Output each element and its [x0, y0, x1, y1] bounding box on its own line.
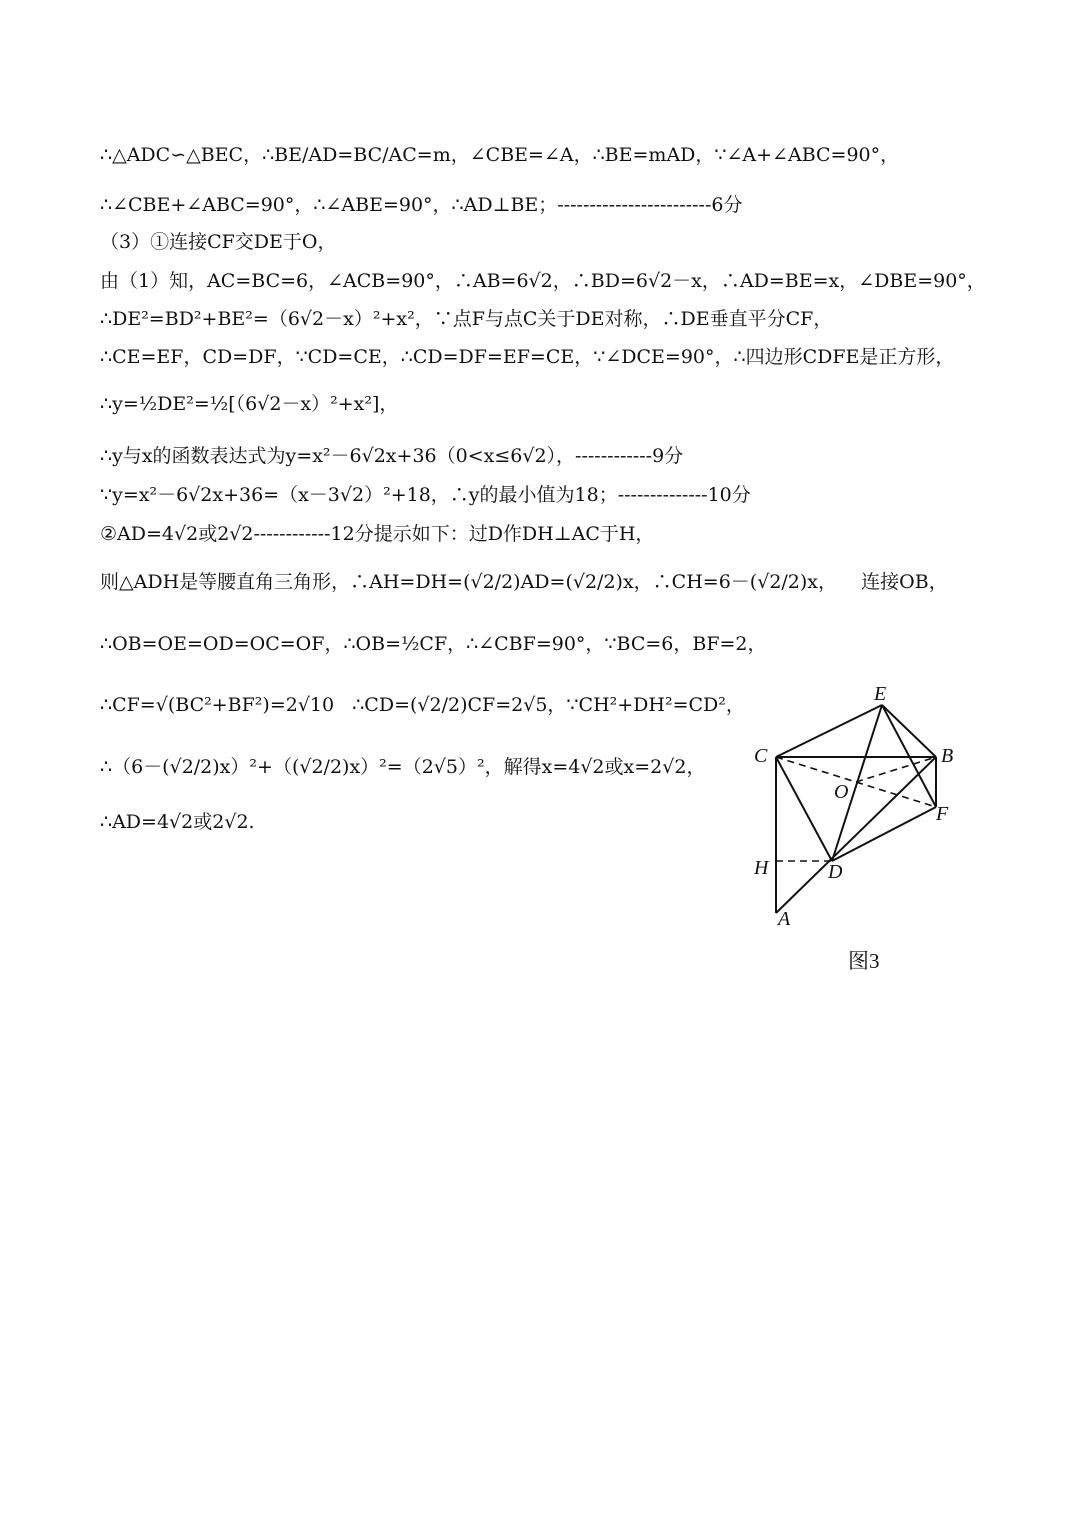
- label-E: E: [874, 683, 887, 705]
- solution-line-15: [100, 808, 740, 836]
- text: ∴DE²=BD²+BE²=（6√2－x）²+x²，∵点F与点C关于DE对称，∴DE垂直平分CF，: [100, 308, 833, 330]
- segment-CE: [776, 705, 882, 757]
- text: ∴y=½DE²=½[（6√2－x）²+x²]，: [100, 393, 399, 415]
- solution-line-10: [100, 520, 1000, 548]
- label-H: H: [754, 857, 769, 879]
- text: ∵y=x²－6√2x+36=（x－3√2）²+18，∴y的最小值为18；--------------10分: [100, 484, 751, 506]
- text: ∴（6－(√2/2)x）²+（(√2/2)x）²=（2√5）²，解得x=4√2或x=2√2，: [100, 756, 706, 778]
- text: （3）①连接CF交DE于O，: [100, 231, 337, 253]
- segment-EB: [882, 705, 936, 757]
- solution-line-8: [100, 442, 1000, 470]
- label-C: C: [754, 745, 768, 767]
- solution-line-14: [100, 753, 740, 781]
- solution-line-5: [100, 305, 1000, 333]
- solution-line-6: [100, 343, 1000, 371]
- solution-line-2: [100, 191, 1000, 219]
- figure-caption: 图3: [848, 949, 880, 973]
- solution-line-3: [100, 228, 1000, 256]
- label-F: F: [936, 803, 949, 825]
- text: ∴∠CBE+∠ABC=90°，∴∠ABE=90°，∴AD⊥BE；------------------------6分: [100, 194, 743, 216]
- label-A: A: [778, 908, 791, 930]
- label-D: D: [828, 861, 843, 883]
- text: ∴OB=OE=OD=OC=OF，∴OB=½CF，∴∠CBF=90°，∵BC=6，BF=2，: [100, 633, 767, 655]
- solution-line-1: [100, 141, 1000, 169]
- geometry-figure: [740, 675, 1000, 985]
- text: ∴AD=4√2或2√2.: [100, 811, 255, 833]
- solution-line-7: [100, 390, 1000, 418]
- solution-line-12: [100, 630, 1000, 658]
- text: 则△ADH是等腰直角三角形，∴AH=DH=(√2/2)AD=(√2/2)x，∴CH=6－(√2/2)x， 连接OB，: [100, 571, 948, 593]
- text: ∴CF=√(BC²+BF²)=2√10 ∴CD=(√2/2)CF=2√5，∵CH²+DH²=CD²，: [100, 694, 745, 716]
- label-O: O: [834, 781, 849, 803]
- segment-AB: [776, 757, 936, 913]
- solution-line-11: [100, 568, 1000, 596]
- label-B: B: [941, 745, 954, 767]
- text: ②AD=4√2或2√2------------12分提示如下：过D作DH⊥AC于H，: [100, 523, 655, 545]
- text: ∴CE=EF，CD=DF，∵CD=CE，∴CD=DF=EF=CE，∵∠DCE=90°，∴四边形CDFE是正方形，: [100, 346, 955, 368]
- text: ∴y与x的函数表达式为y=x²－6√2x+36（0<x≤6√2），------------9分: [100, 445, 684, 467]
- text: 由（1）知，AC=BC=6，∠ACB=90°，∴AB=6√2，∴BD=6√2－x，∴AD=BE=x，∠DBE=90°，: [100, 270, 986, 292]
- solution-line-13: [100, 691, 745, 719]
- solution-line-9: [100, 481, 1000, 509]
- solution-line-4: [100, 267, 1000, 295]
- figure-diagram: [740, 675, 1000, 985]
- text: ∴△ADC∽△BEC，∴BE/AD=BC/AC=m，∠CBE=∠A，∴BE=mAD，∵∠A+∠ABC=90°，: [100, 144, 900, 166]
